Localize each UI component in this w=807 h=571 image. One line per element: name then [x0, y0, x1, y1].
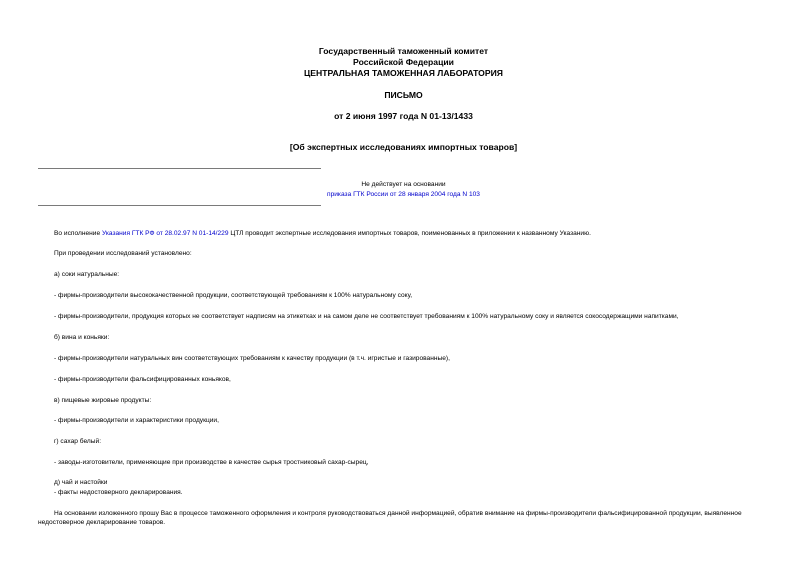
issuer-line-2: Российской Федерации	[353, 57, 454, 67]
list-item: - фирмы-производители, продукция которых не соответствует надписям на этикетках и на самом деле не соответствует требованиям к 100% натуральному соку и является сокосодержащими напитками,	[54, 313, 679, 320]
list-heading: г) сахар белый:	[54, 438, 102, 445]
status-link[interactable]: приказа ГТК России от 28 января 2004 года N 103	[327, 191, 480, 198]
instruction-link[interactable]: Указания ГТК РФ от 28.02.97 N 01-14/229	[101, 230, 229, 237]
list-heading: д) чай и настойки	[54, 479, 108, 486]
status-text: Не действует на основании	[361, 181, 446, 188]
document-subject: [Об экспертных исследованиях импортных товаров]	[289, 142, 518, 152]
list-item: - фирмы-производители высококачественной продукции, соответствующей требованиям к 100% натуральному соку,	[54, 292, 413, 299]
list-heading: в) пищевые жировые продукты:	[54, 397, 152, 404]
list-item: - фирмы-производители натуральных вин соответствующих требованиям к качеству продукции (в т.ч. игристые и газированные),	[54, 355, 450, 362]
divider-top	[38, 168, 321, 169]
paragraph: При проведении исследований установлено:	[54, 250, 192, 257]
divider-bottom	[38, 205, 321, 206]
intro-text-pre: Во исполнение	[54, 230, 102, 237]
issuer-line-3: ЦЕНТРАЛЬНАЯ ТАМОЖЕННАЯ ЛАБОРАТОРИЯ	[304, 68, 503, 78]
list-item: - заводы-изготовители, применяющие при производстве в качестве сырья тростниковый сахар-сырец,	[54, 459, 369, 466]
list-item: - фирмы-производители и характеристики продукции,	[54, 417, 219, 424]
issuer-line-1: Государственный таможенный комитет	[318, 46, 489, 56]
document-date: от 2 июня 1997 года N 01-13/1433	[334, 111, 473, 121]
paragraph-intro	[54, 229, 774, 238]
document-type: ПИСЬМО	[384, 90, 423, 100]
intro-text-post: ЦТЛ проводит экспертные исследования импортных товаров, поименованных в приложении к названному Указанию.	[228, 230, 591, 237]
list-heading: б) вина и коньяки:	[54, 334, 110, 341]
paragraph-conclusion: На основании изложенного прошу Вас в процессе таможенного оформления и контроля руководствоваться данной информацией, обратив внимание на фирмы-производители фальсифицированной продукции, выявленное недостоверное декларирование товаров.	[38, 510, 742, 526]
list-item: - факты недостоверного декларирования.	[54, 489, 183, 496]
list-item: - фирмы-производители фальсифицированных коньяков,	[54, 376, 231, 383]
list-heading: а) соки натуральные:	[54, 271, 120, 278]
